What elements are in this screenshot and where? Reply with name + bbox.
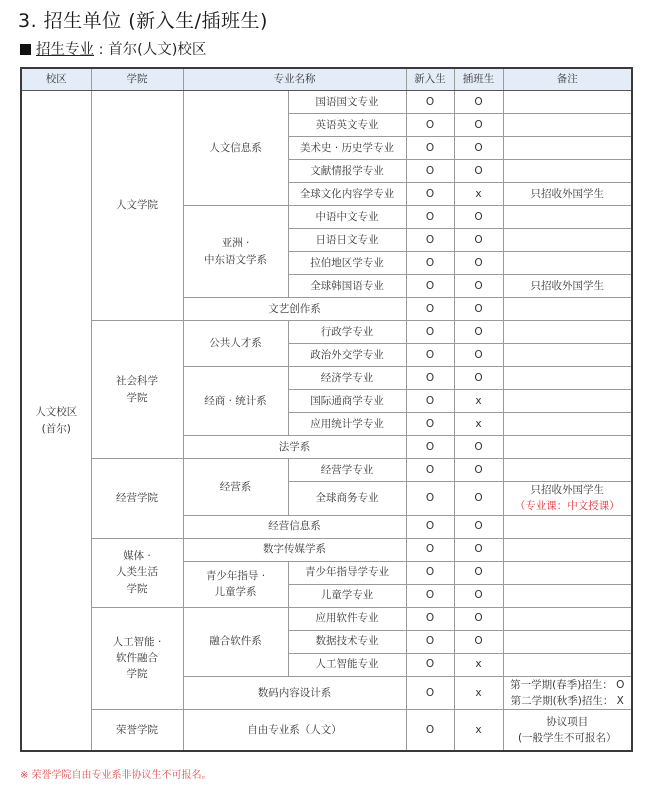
college-name-line: 学院 [126, 668, 148, 681]
note-line: 只招收外国学生 [530, 484, 604, 496]
major-cell: 应用统计学专业 [288, 413, 406, 436]
note-cell [503, 367, 632, 390]
note-cell [503, 137, 632, 160]
major-cell: 行政学专业 [288, 321, 406, 344]
transfer-cell: O [454, 206, 503, 229]
new-cell: O [406, 561, 454, 584]
transfer-cell: O [454, 229, 503, 252]
major-cell: 美术史 · 历史学专业 [288, 137, 406, 160]
department-cell [183, 561, 288, 607]
new-cell: O [406, 413, 454, 436]
new-cell: O [406, 459, 454, 482]
major-cell: 国语国文专业 [288, 91, 406, 114]
new-cell: O [406, 206, 454, 229]
new-cell: O [406, 538, 454, 561]
new-cell: O [406, 344, 454, 367]
college-name-line: 人工智能 · [112, 635, 162, 648]
note-cell [503, 710, 632, 752]
header-campus: 校区 [21, 68, 91, 91]
note-cell [503, 515, 632, 538]
college-name-line: 软件融合 [116, 652, 158, 665]
transfer-cell: O [454, 561, 503, 584]
major-cell: 青少年指导学专业 [288, 561, 406, 584]
note-line-red: （专业课：中文授课） [514, 500, 620, 513]
department-cell: 经营信息系 [183, 515, 406, 538]
note-cell [503, 436, 632, 459]
new-cell: O [406, 367, 454, 390]
note-cell [503, 676, 632, 710]
transfer-cell: O [454, 367, 503, 390]
note-cell [503, 538, 632, 561]
department-cell [183, 206, 288, 298]
transfer-cell: x [454, 653, 503, 676]
note-cell [503, 160, 632, 183]
table-row [21, 538, 632, 561]
college-cell: 荣誉学院 [91, 710, 183, 752]
section-subtitle [20, 38, 206, 59]
header-note: 备注 [503, 68, 632, 91]
note-cell [503, 630, 632, 653]
major-cell: 人工智能专业 [288, 653, 406, 676]
major-cell: 数据技术专业 [288, 630, 406, 653]
department-cell: 融合软件系 [183, 607, 288, 676]
major-cell: 拉伯地区学专业 [288, 252, 406, 275]
table-row [21, 91, 632, 114]
transfer-cell: O [454, 252, 503, 275]
header-major: 专业名称 [183, 68, 406, 91]
department-cell: 法学系 [183, 436, 406, 459]
note-cell [503, 390, 632, 413]
admission-table [20, 67, 633, 752]
subtitle-separator: : [94, 42, 109, 58]
major-cell: 中语中文专业 [288, 206, 406, 229]
transfer-cell: O [454, 298, 503, 321]
transfer-cell: O [454, 344, 503, 367]
department-cell: 经营系 [183, 459, 288, 516]
square-bullet-icon [20, 44, 31, 55]
department-cell: 人文信息系 [183, 91, 288, 206]
department-name-line: 青少年指导 · [205, 569, 266, 582]
department-cell: 经商 · 统计系 [183, 367, 288, 436]
transfer-cell: O [454, 91, 503, 114]
page-title: 3. 招生单位 (新入生/插班生) [18, 10, 268, 32]
footnote: ※ 荣誉学院自由专业系非协议生不可报名。 [20, 770, 212, 781]
department-cell: 数码内容设计系 [183, 676, 406, 710]
campus-cell [21, 91, 91, 752]
department-cell: 文艺创作系 [183, 298, 406, 321]
table-row [21, 321, 632, 344]
table-row [21, 710, 632, 752]
new-cell: O [406, 710, 454, 752]
note-cell [503, 413, 632, 436]
transfer-cell: x [454, 390, 503, 413]
header-new: 新入生 [406, 68, 454, 91]
note-line: 第一学期(春季)招生： O [510, 678, 625, 691]
note-cell [503, 653, 632, 676]
new-cell: O [406, 584, 454, 607]
major-cell: 文献情报学专业 [288, 160, 406, 183]
note-cell [503, 114, 632, 137]
header-transfer: 插班生 [454, 68, 503, 91]
table-row [21, 459, 632, 482]
transfer-cell: O [454, 114, 503, 137]
major-cell: 英语英文专业 [288, 114, 406, 137]
new-cell: O [406, 653, 454, 676]
note-cell [503, 482, 632, 516]
new-cell: O [406, 275, 454, 298]
new-cell: O [406, 436, 454, 459]
new-cell: O [406, 676, 454, 710]
new-cell: O [406, 252, 454, 275]
header-college: 学院 [91, 68, 183, 91]
college-cell [91, 538, 183, 607]
note-line: (一般学生不可报名） [517, 732, 617, 745]
new-cell: O [406, 298, 454, 321]
college-cell [91, 321, 183, 459]
note-cell [503, 321, 632, 344]
new-cell: O [406, 482, 454, 516]
new-cell: O [406, 515, 454, 538]
major-cell: 全球韩国语专业 [288, 275, 406, 298]
transfer-cell: O [454, 459, 503, 482]
major-cell: 经营学专业 [288, 459, 406, 482]
department-name-line: 儿童学系 [214, 586, 257, 599]
transfer-cell: O [454, 607, 503, 630]
new-cell: O [406, 91, 454, 114]
transfer-cell: O [454, 275, 503, 298]
new-cell: O [406, 229, 454, 252]
note-cell [503, 91, 632, 114]
major-cell: 应用软件专业 [288, 607, 406, 630]
note-cell [503, 459, 632, 482]
new-cell: O [406, 607, 454, 630]
college-name-line: 学院 [126, 391, 148, 404]
note-cell [503, 561, 632, 584]
college-name-line: 人类生活 [116, 566, 158, 579]
subtitle-value: 首尔(人文)校区 [108, 42, 207, 58]
transfer-cell: O [454, 436, 503, 459]
note-line: 协议项目 [546, 715, 589, 728]
major-cell: 日语日文专业 [288, 229, 406, 252]
college-name-line: 学院 [126, 582, 148, 595]
new-cell: O [406, 183, 454, 206]
transfer-cell: O [454, 137, 503, 160]
new-cell: O [406, 390, 454, 413]
note-cell: 只招收外国学生 [503, 275, 632, 298]
transfer-cell: O [454, 321, 503, 344]
college-cell [91, 607, 183, 710]
table-header-row [21, 68, 632, 91]
transfer-cell: O [454, 515, 503, 538]
major-cell: 全球文化内容学专业 [288, 183, 406, 206]
note-cell: 只招收外国学生 [503, 183, 632, 206]
transfer-cell: x [454, 183, 503, 206]
note-line: 第二学期(秋季)招生： X [510, 694, 624, 707]
college-cell: 经营学院 [91, 459, 183, 539]
major-cell: 国际通商学专业 [288, 390, 406, 413]
department-cell: 数字传媒学系 [183, 538, 406, 561]
college-name-line: 媒体 · [123, 550, 151, 563]
transfer-cell: O [454, 482, 503, 516]
new-cell: O [406, 630, 454, 653]
note-cell [503, 252, 632, 275]
department-name-line: 亚洲 · [221, 237, 250, 250]
note-cell [503, 607, 632, 630]
college-cell [91, 91, 183, 321]
campus-name: 人文校区 [35, 406, 78, 419]
transfer-cell: O [454, 584, 503, 607]
transfer-cell: x [454, 710, 503, 752]
transfer-cell: O [454, 160, 503, 183]
note-cell [503, 584, 632, 607]
department-name-line: 中东语文学系 [204, 253, 267, 266]
major-cell: 经济学专业 [288, 367, 406, 390]
new-cell: O [406, 321, 454, 344]
transfer-cell: O [454, 630, 503, 653]
major-cell: 儿童学专业 [288, 584, 406, 607]
college-name-line: 社会科学 [116, 375, 158, 388]
campus-location: (首尔) [41, 422, 71, 435]
note-cell [503, 344, 632, 367]
transfer-cell: x [454, 413, 503, 436]
department-cell: 自由专业系（人文） [183, 710, 406, 752]
department-cell: 公共人才系 [183, 321, 288, 367]
college-name: 人文学院 [116, 199, 158, 212]
note-cell [503, 206, 632, 229]
table-row [21, 607, 632, 630]
transfer-cell: x [454, 676, 503, 710]
new-cell: O [406, 160, 454, 183]
new-cell: O [406, 114, 454, 137]
major-cell: 全球商务专业 [288, 482, 406, 516]
note-cell [503, 229, 632, 252]
subtitle-label: 招生专业 [36, 42, 94, 58]
transfer-cell: O [454, 538, 503, 561]
major-cell: 政治外交学专业 [288, 344, 406, 367]
note-cell [503, 298, 632, 321]
new-cell: O [406, 137, 454, 160]
